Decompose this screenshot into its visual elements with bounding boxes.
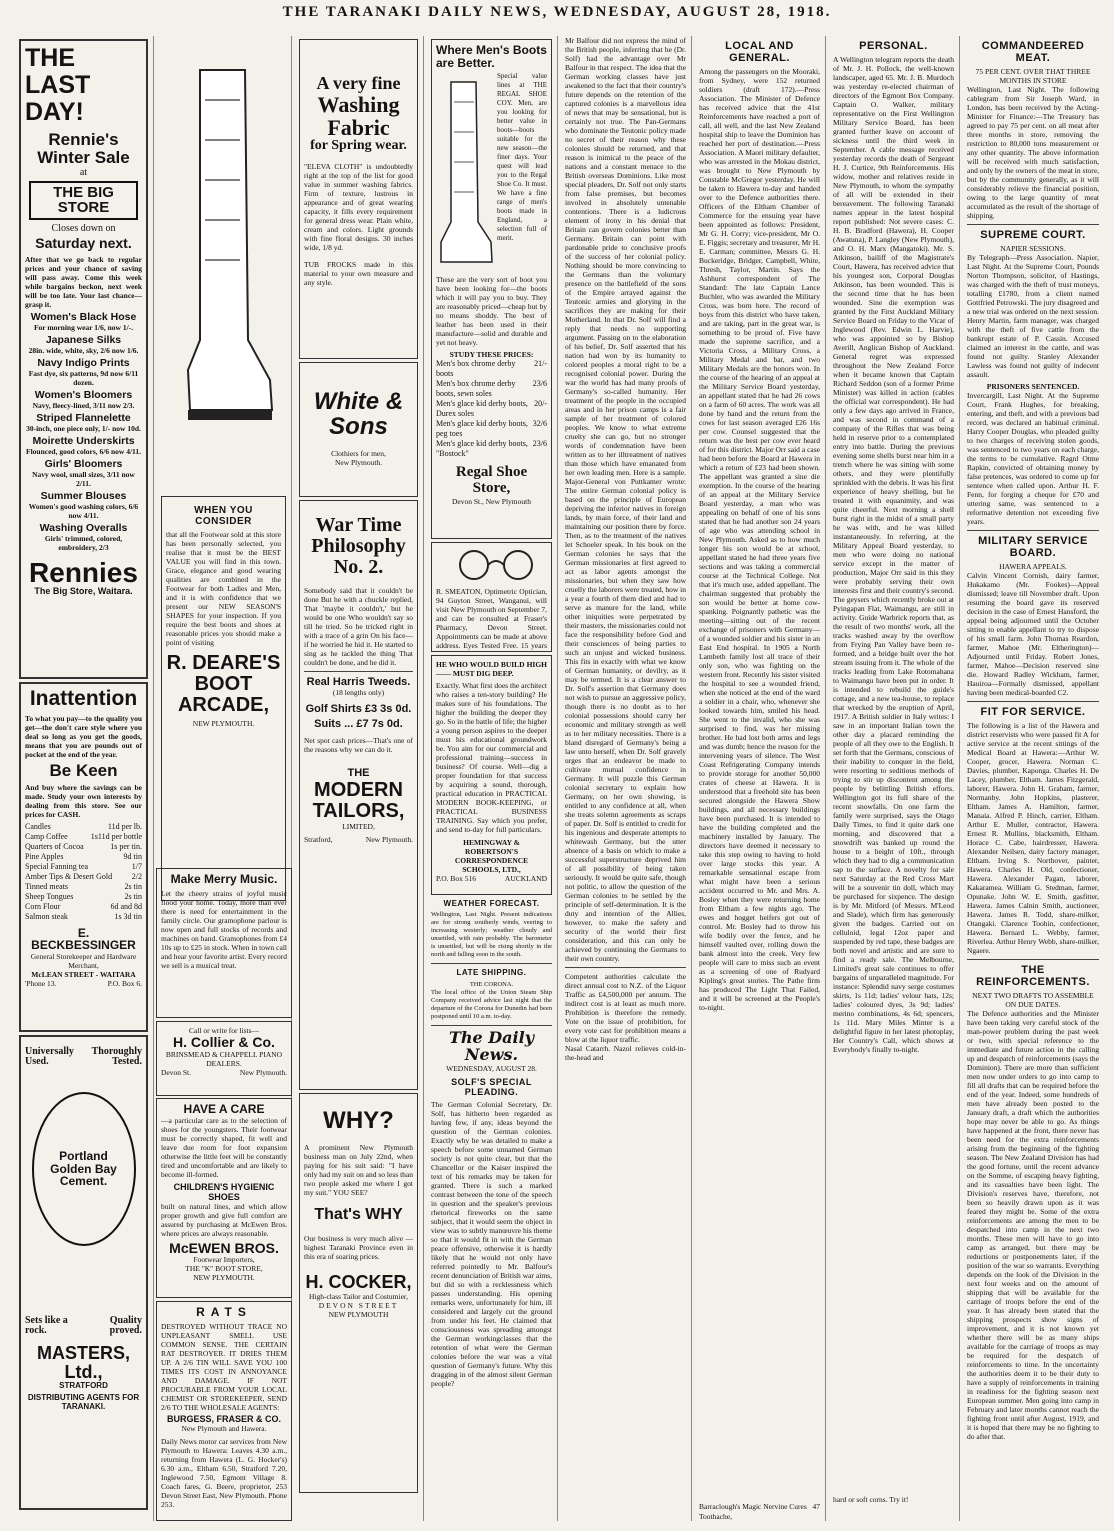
hemingway-name: HEMINGWAY & ROBERTSON'S CORRESPONDENCE SCHOOLS, LTD., bbox=[454, 838, 529, 874]
regal-side-text: Special value lines at THE REGAL SHOE COY. Men, are you looking for better value in boots—boots suitable for the new season—the finer days. Your quest will lead you to the Regal Shoe Co. It must. We have a fine range of men's boots made in England, a selection full of merit. bbox=[497, 72, 547, 243]
fit-service-body: The following is a list of the Hawera and district reservists who were passed fit A for active service at the recent sittings of the Medical Board at Hawera:—Arthur W. Cooper, grocer, Hawera. Norman C. Davies, plumber, Kaponga. Charles H. De Lacey, plumber, Eltham. James Fitzgerald, laborer, Hawera. John H. Graham, farmer, Normanby. John Hopkins, plasterer, Eltham. James A. Hamilton, farmer, Manaia. Alfred P. Hinch, carrier, Eltham. Arthur E. Muller, contractor, Hawera. Ernest R. Mullins, blacksmith, Eltham. Horace C. Cabe, hairdresser, Hawera. Alexander Neilsen, dairy factory manager, Eltham. Irving S. Northover, painter, Hawera. Charles H. Old, confectioner, Hawera. Alexander Pagan, laborer, Kakaramea. William G. Stedman, farmer, Opunake. John W. E. Smith, gasfitter, Hawera. James Calnin Smith, auctioneer, Hawera. James R. Todd, share-milker, Otangaki. Clarence Toohin, confectioner, Hawera. Bernard L. Webby, farmer, Riverlea. Arthur Henry Webb, share-milker, Ngaere. bbox=[967, 721, 1099, 955]
regal-name: Regal Shoe Store, bbox=[455, 464, 528, 496]
tweeds-lengths: (18 lengths only) bbox=[332, 688, 385, 697]
beckbessinger-ad bbox=[19, 682, 148, 1032]
mcewen-name: McEWEN BROS. bbox=[169, 1239, 279, 1256]
motor-service: Daily News motor car services from New Plymouth to Hawera: Leaves 4.30 a.m., returning from Hawera (L. G. Hocker's) 6.30 a.m., Eltham 6.50, Stratford 7.20, Inglewood 7.50, Egmont Village 8. Coach fares, G. Beere, proprietor, 253 Devon Street East, New Plymouth. Phone 253. bbox=[161, 1437, 287, 1510]
local-footer-left: Barraclough's Magic Nervine Cures Toothache, bbox=[699, 1502, 807, 1521]
portland-top-left2: Used. bbox=[25, 1056, 49, 1067]
washing-tub: TUB FROCKS made in this material to your own measure and any style. bbox=[304, 259, 413, 287]
regal-price-row-price: 21/- bbox=[534, 359, 547, 369]
portland-brand3: Cement. bbox=[59, 1174, 108, 1189]
local-footer-right: 47 bbox=[812, 1502, 820, 1511]
personal-body: A Wellington telegram reports the death of Mr. J. H. Pollock, the well-known landscaper, aged 65. Mr. J. B. Murdoch was yesterday re-elected chairman of directors of the Egmont Box Company. Captain O. Walker, military representative on the First Wellington Military Service Board, has been granted further leave on account of sickness until the third week in September. A cable message received yesterday records the death of Sergeant H. J. Curtice, 9th Reinforcements. His widow, mother and relatives reside in New Plymouth, to whom the sympathy of all will be extended in their bereavement. The following Taranaki names appear in the latest hospital report published: Not severe cases: C. H. B. Bradford (Hawera), H. Cooper (Awatuna), P. Langley (New Plymouth), and O. H. Marx (Mangatoki). Mr. S. Atkinson, bailiff of the Magistrate's Court, Hawera, has received advice that his youngest son, Corporal Douglas Atkinson, has been wounded. This is the second time that he has been wounded. Sine die exemption was granted by the First Auckland Military Service Board on Friday to the Vicar of Inglewood (Rev. Edwin L. Harvie), who was appointed so by Bishop Averill, Anglican Bishop of Auckland. General regret was expressed throughout the New Zealand Force when it became known that Captain Richard Seddon (son of a former Prime Minister) was killed in action (cables the official war correspondent). He had only a few days ago arrived in France, and was second in command of a company of the Rifles that was being held in reserve prior to a contemplated entry into battle. During the previous evening some shells burst near him in a trench where he was sitting with some others, and they were plentifully sprinkled with the debris. It was his first experience of heavy shelling, but he treated it with equanimity, and was quite cheerful. Next morning a shell burst right in the midst of a small party he was with, and he was killed instantaneously. In referring, at the Military Appeal Board yesterday, to men who were doing no national service except in the matter of production, Major Orr said in this they were probably serving their own interests first and their country's second. The geysers which recently broke out at Pyingapan Flat, Waimangu, are still in activity. Guide Warbrick reports that, as the result of two months' work, all the tracks washed away by the overflow from Frying Pan Valley have been re-formed, and a bridge built over the hot stream issuing from it. The whole of the tracks leading from Lake Rotomahana to Waimangu have been put in order. It is intended to rebuild the guide's cottage, and a new tea-house, to replace that wrecked by the eruption of April, 1917. A British soldier in Italy writes: I saw in an important Italian town the other day a placard reminding the people of all they owe to the English. It set forth that the Germans, conscious of their inability to conquer in the field, were resorting to seditious methods of trying to stir up discontent among the people by belittling British efforts. Wellington got its full share of the recent snowfalls. On one farm the family were surprised, says the Otago Daily Times, to find it quite dark one morning, and discovered that a snowdrift was banked up round the house to a height of 10ft., through which they had to dig a communication sap to the surface. A novelty for sale next Saturday at the Red Cross Mart will be a souvenir tin doll, which may be purchased for sixpence. The design is by Mr. Mitford (of Messrs. M'Leod and Slade), which firm has generously given the badges. Carried out on celluloid, legal 12oz paper and suspended by red tape, these badges are both novel and artistic and are sure to find a ready sale. The Melbourne, Limited's great sale continues to offer bargains of unparalleled magnitude. For instance: Splendid navy serge costumes skirts, 1s 11d; ladies' velour hats, 12s; ladies' coloured dyes, 3s 9d; ladies' merino combinations, 4s 6d; spencers, 1s 11d. Mary Miles Minter is a delightful figure in her latest photoplay, Her Country's Call, which shows at Everybody's finally to-night. bbox=[833, 55, 954, 1054]
white-sons-name: White & Sons bbox=[313, 388, 404, 441]
beck-price-row-price: 1s11d per bottle bbox=[90, 831, 142, 841]
deare-name1: R. DEARE'S bbox=[166, 652, 281, 674]
hemingway-ad bbox=[431, 655, 552, 895]
beck-price-row bbox=[25, 872, 142, 882]
rennies-item-name: Summer Blouses bbox=[40, 489, 127, 502]
modern-tailors-stratford: Stratford, bbox=[304, 834, 333, 844]
portland-brand1: Portland bbox=[59, 1149, 108, 1164]
beck-price-row-item: Amber Tips & Desert Gold bbox=[25, 871, 113, 881]
white-sons-logo-ad bbox=[299, 362, 418, 497]
deare-boot-illustration bbox=[160, 40, 288, 495]
rennies-brand: Rennies bbox=[29, 557, 138, 589]
rennies-item-list bbox=[25, 312, 142, 552]
commandeered-body: Wellington, Last Night. The following cablegram from Sir Joseph Ward, in London, has been received by the Acting-Minister for Finance:—The Treasury has agreed to pay 75 per cent. on all meat after three months in store, removing the restriction to 80,000 tons measurement or any other quantity. The above information will be received with much satisfaction, and only by the owners of the meat in store, but by the community generally, as it will considerably relieve the financial position, owing to the large quantity of meat accumulated as the result of the shortage of shipping. bbox=[967, 85, 1099, 220]
beck-price-row bbox=[25, 852, 142, 862]
rennies-item-name: Women's Bloomers bbox=[34, 388, 133, 401]
rats-ad bbox=[156, 1301, 292, 1521]
beck-price-row-item: Quarters of Cocoa bbox=[25, 841, 84, 851]
collier-name: H. Collier & Co. bbox=[173, 1034, 275, 1050]
regal-price-row bbox=[436, 379, 547, 399]
portland-brand2: Golden Bay bbox=[50, 1161, 117, 1176]
white-sons-washing-ad bbox=[299, 39, 418, 359]
boot-illustration-icon bbox=[160, 40, 288, 495]
regal-price-row bbox=[436, 359, 547, 379]
collier-footer-ad bbox=[156, 1021, 292, 1096]
beck-price-row bbox=[25, 912, 142, 922]
philosophy-title2: Philosophy bbox=[311, 535, 406, 557]
column-3 bbox=[294, 36, 424, 1521]
column-5 bbox=[560, 36, 692, 1521]
portland-top-left: Universally bbox=[25, 1046, 74, 1057]
beck-price-row bbox=[25, 902, 142, 912]
beck-price-row-item: Corn Flour bbox=[25, 901, 61, 911]
regal-body: These are the very sort of boot you have been looking for—the boots which it will pay you to buy. They are reasonably priced—cheap but by no means shoddy. The best of leather has been used in their manufacture—solid and durable and yet not heavy. bbox=[436, 275, 547, 348]
cocker-body: A prominent New Plymouth business man on July 22nd, when paying for his suit said: "I have only had my suit on and so less than two people asked me where I got my suit." YOU SEE? bbox=[304, 1143, 413, 1198]
cocker-street: DEVON STREET bbox=[318, 1300, 399, 1310]
rennies-item-desc: 28in. wide, white, sky, 2/6 now 1/6. bbox=[28, 345, 139, 355]
beck-price-row bbox=[25, 862, 142, 872]
rennies-footer: The Big Store, Waitara. bbox=[34, 586, 133, 597]
rats-town: New Plymouth and Hawera. bbox=[181, 1424, 267, 1434]
portland-top-right2: Tested. bbox=[112, 1056, 142, 1067]
local-heading: LOCAL AND GENERAL. bbox=[725, 40, 794, 64]
beck-price-row-item: Salmon steak bbox=[25, 911, 68, 921]
beckbessinger-phone: 'Phone 13. bbox=[25, 979, 57, 989]
reinforcements-body: The Defence authorities and the Minister have been taking very careful stock of the man-power problem during the past week or two, with special reference to the immediate and future action in the calling up and despatch of reinforcements (says the Dominion). There are more than sufficient men now under orders to go into camp to fill all drafts that can be required before the end of the year. Indeed, some hundreds of men have already been posted to the January draft, a draft which the authorities hope may never be able to go. As things have happened at the front, there never has been need for the extra reinforcements arising from the beginning of the fighting season. The New Zealand Division has had the good fortune, until the recent advance on the Somme, of escaping heavy fighting, and its casualties have been light. The Division's reserves have, therefore, not been so heavily drawn upon as it was feared they might be. Some of the extra reinforcements are among the men to be despatched into camp in the next two months. These men will have to go into camp as arranged, but there may be reductions or postponements later, if the position of the war so warrants. Everything depends on the look of the Division in the next four weeks and on the amount of shipping that will be available for the carriage of troops before the end of the year. It has already been stated that the shipping prospects show signs of improvement, and it is not known yet whether there will be as many ships available for the carriage of troops as may be required for the despatch of reinforcements to time. In the uncertainty the authorities deem it to be their duty to have a supply of reinforcements in training in readiness for the fighting season next European summer. Men going into camp in February and later months cannot reach the fighting front until after August, 1919, and it is hoped that there may be no fighting to do after that. bbox=[967, 1009, 1099, 1441]
rennies-item-desc: Navy wool, small sizes, 3/11 now 2/11. bbox=[32, 469, 135, 488]
daily-news-masthead: The Daily News. bbox=[449, 1028, 534, 1064]
military-board-sub: HAWERA APPEALS. bbox=[999, 562, 1067, 571]
collier-dealers: BRINSMEAD & CHAPPELL PIANO DEALERS. bbox=[165, 1049, 283, 1068]
beck-price-row-price: 1/7 bbox=[131, 861, 142, 871]
rennies-ad bbox=[19, 39, 148, 679]
rennies-item-desc: 30-inch, one piece only, 1/- now 10d. bbox=[26, 423, 141, 433]
rennies-item-desc: Navy, fleecy-lined, 3/11 now 2/3. bbox=[32, 400, 135, 410]
mcewen-body: —a particular care as to the selection of shoes for the youngsters. Their footwear must be correctly shaped, fit well and leave due room for foot expansion otherwise the little feet will be constantly tired and uncomfortable and are likely to become ill-formed. bbox=[161, 1115, 287, 1179]
collier-town: New Plymouth. bbox=[239, 1067, 287, 1077]
liquor-notice: Competent authorities calculate the direct annual cost to N.Z. of the Liquor Traffic as £4,500,000 per annum. The indirect cost is at least as much more. Prohibition is therefore the remedy. Vote on the issue of prohibition, for every vote cast for prohibition means a blow at the liquor traffic. bbox=[565, 972, 686, 1044]
rennies-item-name: Girls' Bloomers bbox=[44, 457, 123, 470]
portland-bottom-right: Quality proved. bbox=[109, 1315, 142, 1336]
rats-body: DESTROYED WITHOUT TRACE NO UNPLEASANT SMELL USE COMMON SENSE. THE CERTAIN RAT DESTROYER. IT DRIES THEM UP. A 2/6 TIN WILL SAVE YOU 100 TIMES ITS COST IN ANNOYANCE AND DAMAGE. IF NOT PROCURABLE FROM YOUR LOCAL CHEMIST OR STOREKEEPER, SEND 2/6 TO THE WHOLESALE AGENTS: bbox=[161, 1321, 287, 1412]
personal-heading: PERSONAL. bbox=[859, 40, 928, 52]
beck-price-row bbox=[25, 882, 142, 892]
rats-title: RATS bbox=[196, 1305, 252, 1319]
beckbessinger-heading: Inattention bbox=[29, 687, 138, 710]
shipping-ship: THE CORONA. bbox=[469, 981, 514, 988]
hemingway-box: P.O. Box 516 bbox=[436, 874, 477, 883]
rennies-item-name: Striped Flannelette bbox=[36, 411, 131, 424]
reinforcements-heading: THE REINFORCEMENTS. bbox=[976, 964, 1090, 988]
washing-heading1: A very fine bbox=[316, 73, 401, 93]
beck-price-row-price: 1s per tin. bbox=[110, 841, 142, 851]
modern-tailors-town: New Plymouth. bbox=[365, 834, 413, 844]
rennies-item-desc: Women's good washing colors, 6/6 now 4/11. bbox=[28, 502, 139, 520]
beck-price-row bbox=[25, 842, 142, 852]
philosophy-title1: War Time bbox=[315, 514, 402, 536]
deare-ad bbox=[161, 496, 286, 901]
column-1 bbox=[14, 36, 154, 1521]
masters-name: MASTERS, Ltd., bbox=[36, 1343, 130, 1382]
cocker-ad bbox=[299, 1093, 418, 1493]
supreme-body: By Telegraph—Press Association. Napier, Last Night. At the Supreme Court, Pounds Norton Thompson, solicitor, of Hastings, was charged with the theft of trust moneys, totalling £1780, from a client named Gottfried Petrowski. The jury disagreed and a new trial was ordered on the next session. Henry Martin, farm manager, was charged with the theft of five cattle from the bankrupt estate of P. Cassin. Accused claimed an interest in the cattle, and was found not guilty. Stanley Alexander Lawless was found not guilty of indecent assault. bbox=[967, 253, 1099, 379]
prisoners-body: Invercargill, Last Night. At the Supreme Court, Frank Hughes, for breaking, entering, and theft, and with a previous bad record, was declared an habitual criminal. Harry Cooper Douglas, who pleaded guilty to two charges of receiving stolen goods, was sentenced to two years on each charge, the terms to be cumulative. Ragnl Otme Rapkin, convicted of obtaining money by false pretences, was ordered to come up for sentence when called upon. Arthur H. F. Fenn, for forging a cheque for £70 and uttering same, was sentenced to a reformative detention not exceeding five years. bbox=[967, 391, 1099, 526]
tweeds-heading: Real Harris Tweeds. bbox=[306, 676, 411, 688]
spectacles-icon bbox=[436, 547, 552, 582]
mcewen-ad bbox=[156, 1098, 292, 1298]
regal-heading: Where Men's Boots are Better. bbox=[436, 43, 547, 70]
cocker-heading: WHY? bbox=[323, 1107, 394, 1134]
portland-bottom-left: Sets like a rock. bbox=[25, 1315, 68, 1336]
washing-body: "ELEVA CLOTH" is undoubtedly right at the top of the list for good value in summer washing fabrics. Firm of texture, lustrous in appearance and of great wearing capacity, it fills every requirement for general dress wear. Plain white, cream and colors. Light grounds with fine floral designs. 30 inches wide, 1/8 yd. bbox=[304, 161, 413, 252]
cocker-town: NEW PLYMOUTH bbox=[328, 1309, 389, 1319]
collier-street: Devon St. bbox=[161, 1067, 191, 1077]
rennies-intro: After that we go back to regular prices and your chance of saving will pass away. Come this week while bargains beckon, next week will be too late. Your last chance—grasp it. bbox=[25, 254, 142, 309]
mcewen-body2: built on natural lines, and which allow proper growth and give full comfort are assured by purchasing at McEwen Bros. where prices are always reasonable. bbox=[161, 1201, 287, 1238]
portland-top-right: Thoroughly bbox=[91, 1046, 142, 1057]
personal-footer: hard or soft corns. Try it! bbox=[833, 1495, 909, 1504]
white-sons-clothiers: Clothiers for men, bbox=[331, 449, 386, 459]
cocker-body2: Our business is very much alive —highest Taranaki Province even in this era of soaring prices. bbox=[304, 1233, 413, 1261]
regal-price-row bbox=[436, 399, 547, 419]
regal-price-row-item: Men's box chrome derby boots bbox=[436, 359, 516, 379]
regal-price-list bbox=[436, 359, 547, 459]
regal-price-row-item: Men's glace kid derby boots, "Bostock" bbox=[436, 439, 528, 459]
prisoners-heading: PRISONERS SENTENCED. bbox=[986, 382, 1080, 391]
column-2-bottom bbox=[156, 1095, 292, 1525]
rennies-item-name: Women's Black Hose bbox=[30, 310, 137, 323]
supreme-sub: NAPIER SESSIONS. bbox=[1000, 244, 1066, 253]
regal-price-row-item: Men's glace kid derby boots, Durex soles bbox=[436, 399, 528, 419]
rennies-title: THE LAST DAY! bbox=[25, 44, 91, 126]
beckbessinger-sub: Be Keen bbox=[49, 761, 118, 781]
philosophy-title3: No. 2. bbox=[333, 556, 384, 578]
net-cash-note: Net spot cash prices—That's one of the reasons why we can do it. bbox=[304, 736, 413, 754]
beck-price-row-price: 11d per lb. bbox=[107, 821, 142, 831]
collier-ad bbox=[156, 868, 292, 1018]
newspaper-masthead: THE TARANAKI DAILY NEWS, WEDNESDAY, AUGUST 28, 1918. bbox=[282, 4, 832, 20]
rennies-item-name: Japanese Silks bbox=[45, 333, 122, 346]
cocker-name: H. COCKER, bbox=[305, 1271, 412, 1292]
rats-agents: BURGESS, FRASER & CO. bbox=[166, 1413, 281, 1424]
fit-service-heading: FIT FOR SERVICE. bbox=[980, 706, 1086, 718]
cocker-thats-why: That's WHY bbox=[314, 1206, 403, 1224]
washing-heading2: Washing bbox=[317, 91, 400, 117]
beck-price-row bbox=[25, 832, 142, 842]
beck-price-row-price: 9d tin bbox=[123, 851, 142, 861]
shipping-body: The local office of the Union Steam Ship Company received advice last night that the departure of the Corona for Dunedin had been postponed until 10 a.m. to-day. bbox=[431, 989, 552, 1020]
rennies-item-name: Navy Indigo Prints bbox=[37, 356, 130, 369]
mcewen-town: NEW PLYMOUTH. bbox=[193, 1273, 255, 1283]
rennies-at: at bbox=[79, 166, 88, 178]
beck-price-row-price: 2/2 bbox=[131, 871, 142, 881]
collier-heading: Make Merry Music. bbox=[170, 872, 278, 886]
regal-price-row-price: 23/6 bbox=[532, 379, 547, 389]
beckbessinger-price-list bbox=[25, 822, 142, 922]
military-board-body: Calvin Vincent Cornish, dairy farmer, Hukakamo (Mr. Fookes)—Appeal dismissed; leave till November draft. Upon resuming the board gave its reserved decision in the case of Ernest Hansford, the appeal being adjourned until the October sitting to enable appellant to try to dispose of his small farm. John Thomas Reardon, farmer, Mahoe (Mr. Eltherington)—Adjourned until Friday. Robert Jones, farmer, Mahoe—Decision reserved sine die. Howard Radley Wickham, farmer, Hauiroa—Formally dismissed, appellant having been medical-boarded C2. bbox=[967, 571, 1099, 697]
beckbessinger-box: P.O. Box 6. bbox=[107, 979, 142, 989]
beck-price-row bbox=[25, 822, 142, 832]
regal-shoe-ad bbox=[431, 39, 552, 539]
philosophy-poem: Somebody said that it couldn't be done But he with a chuckle replied, That 'maybe it couldn't,' but he would be one Who wouldn't say so till he tried. So he tricked right in with a trace of a grin On his face—if he worried he hid it. He started to sing as he tackled the thing That couldn't be done, and he did it. bbox=[304, 586, 413, 667]
smeaton-ad bbox=[431, 542, 552, 652]
rennies-sub2: Winter Sale bbox=[37, 147, 130, 167]
regal-price-row bbox=[436, 439, 547, 459]
smeaton-body: R. SMEATON, Optimetric Optician, 94 Guyton Street, Wanganui, will visit New Plymouth on September 7, and can be consulted at Fraser's Pharmacy, Devon Street. Appointments can be made at above address. Eyes Tested Free. 15 years bbox=[436, 587, 547, 650]
portland-cement-ad bbox=[19, 1035, 148, 1510]
deare-name3: ARCADE, bbox=[177, 694, 270, 716]
supreme-heading: SUPREME COURT. bbox=[980, 229, 1086, 241]
rennies-saturday: Saturday next. bbox=[35, 235, 132, 252]
beck-price-row-price: 2s tin bbox=[124, 881, 142, 891]
beck-price-row-item: Sheep Tongues bbox=[25, 891, 74, 901]
editorial-date: WEDNESDAY, AUGUST 28. bbox=[446, 1063, 537, 1073]
regal-address: Devon St., New Plymouth bbox=[452, 496, 531, 506]
portland-oval-logo bbox=[32, 1092, 136, 1246]
modern-tailors-ad bbox=[299, 500, 418, 1090]
weather-heading: WEATHER FORECAST. bbox=[443, 899, 540, 908]
column-8 bbox=[962, 36, 1104, 1521]
regal-boot-icon bbox=[436, 72, 494, 272]
editorial-continued: Mr Balfour did not express the mind of the British people, inferring that he (Dr. Solf) had the advantage over Mr Balfour in that respect. The idea that the German working classes have just awakened to the fact that their country's future depends on the retention of the captured colonies is a marvellous idea of news that may be sensational, but is certainly not true. The Pan-Germans who dominate the Teutonic policy made no secret of their reason why these colonies should be returned, and that reason is inimical to the peace of the nations and a constant menace to the British overseas Dominions. Like most special pleaders, Dr. Solf not only starts from false premises, but becomes involved in absolutely untenable contentions. There is a ludicrous element of irony in his denial that Britain can govern colonies better than Germany. Britain can point with pardonable pride to conclusive proofs of the success of her colonial policy. Nothing should be more convincing to the Germans than the voluntary presence on the battlefield of the sons of the Empire arrayed against the Teutonic armies and glorying in the sacrifices they are making for their Motherland. In that Dr. Solf will find a reply that needs no supporting argument. Passing on to the elaboration of his belief, Dr. Solf asserted that his nation had won by its humanity to colored peoples a moral right to be a recognised colonial power. During the war the world has had many proofs of Germany's so-called humanity. Her treatment of the people in the occupied areas and in her prison camps is a fair sample of her treatment of colored peoples. We know to what extreme cruelty she can go, but no stronger words of condemnation have been written as to her illtreatment of natives than those which have emanated from her own leading men. Here is a sample. Major-General von Puttkamer wrote: The entire German colonial policy is based on the principle of European depriving the inferior natives in foreign lands, by main force, of their land and maintaining our position there by force. Then, as to the treatment of the natives let Schoeler speak. In his book on the German colonies he says that the German missionaries at first agreed to act as labor agents amongst the missionaries, but when they saw how cruelly the laborers were treated, how in a year a fourth of them died and had to serve as manure for the land, while other iniquities were perpetrated by their masters, the missionaries could not face the responsibility before God and their consciences of being parties to such an unjust and wicked business. This fits in exactly with what we know of German humanity, or devilry, as it may be termed. It is a clear answer to Dr. Solf's assertion that Germany does not wish to pursue an aggressive policy, though there is no doubt as to her colonial possessions should carry her economic and military strength as well as to her military necessities. There is a bland disregard of Germany's being a law unto herself, when Dr. Solf gravely urges that an endeavor be made to cultivate mutual confidence in Germany. It will puzzle this German colonial secretary to explain how Germany, on her own showing, is entitled to any confidence at all, when she treats solemn agreements as scraps of paper. Dr. Solf is entitled to credit for his ingenious and desperate attempts to whitewash Germany, but the utter absence of a basis on which to make a successful superstructure deprived him of all possibility of being taken seriously. It would be quite safe, though not politic, to allow the question of the German colonies to be settled by the principle of self-determination. It is the duty and intention of the Allies, however, to make the safety and security of the world their first consideration, and this can only be achieved by continuing the Germans to their own country. bbox=[565, 36, 686, 963]
commandeered-sub: 75 PER CENT. OVER THAT THREE MONTHS IN STORE bbox=[975, 67, 1091, 85]
rennies-item-desc: Fast dye, six patterns, 9d now 6/11 dozen. bbox=[28, 368, 139, 387]
regal-price-row-item: Men's box chrome derby boots, sewn soles bbox=[436, 379, 516, 399]
hemingway-body: Exactly. What first does the architect who raises a ten-story building? He makes sure of his foundations. The higher the building the deeper they go. So in the battle of life; the higher a young person aspires to the deeper must his educational groundwork be. You aim for our commercial and professional training—success in business? Of course. Well—dig a proper foundation for that success by acquiring a sound, thorough, practical education in PRACTICAL MODERN BOOK-KEEPING, or PRACTICAL BUSINESS TRAINING. Say which you prefer, and send to-day for full particulars. bbox=[436, 681, 547, 834]
deare-name2: BOOT bbox=[194, 673, 253, 695]
hemingway-town: AUCKLAND bbox=[504, 874, 547, 883]
column-6 bbox=[694, 36, 826, 1521]
washing-heading4: for Spring wear. bbox=[310, 138, 407, 154]
shipping-heading: LATE SHIPPING. bbox=[456, 968, 527, 977]
beck-price-row-item: Camp Coffee bbox=[25, 831, 68, 841]
beck-price-row-price: 6d and 8d bbox=[110, 901, 142, 911]
beckbessinger-name: E. BECKBESSINGER bbox=[31, 925, 136, 953]
beckbessinger-intro: To what you pay—to the quality you get—the don't care style where you deal so long as you get the goods, means that you are pounds out of pocket at the end of the year. bbox=[25, 714, 142, 760]
regal-study: STUDY THESE PRICES: bbox=[449, 350, 534, 360]
mcewen-trade: Footwear Importers, bbox=[193, 1255, 255, 1265]
weather-body: Wellington, Last Night. Present indications are for strong southerly winds, veering to increasing westerly; weather cloudy and unsettled, with rain probably. The barometer is unsettled, but will be rising shortly in the north and falling soon in the south. bbox=[431, 911, 552, 958]
masters-town: STRATFORD bbox=[59, 1380, 108, 1390]
deare-body: that all the Footwear sold at this store has been personally selected, you realise that it must be the BEST VALUE you will find in this town. Grace, elegance and good wearing qualities are combined in the Footwear for both Ladies and Men, and it is with confidence that we present our NEW SEASON'S SHAPES for your inspection. If you require the best boots and shoes at reasonable prices you should make a point of visiting bbox=[166, 530, 281, 647]
deare-heading: WHEN YOU CONSIDER bbox=[194, 505, 253, 527]
regal-price-row-price: 23/6 bbox=[532, 439, 547, 449]
commandeered-heading: COMMANDEERED MEAT. bbox=[981, 40, 1085, 64]
column-4 bbox=[426, 36, 558, 1521]
rennies-item-desc: Flounced, good colors, 6/6 now 4/11. bbox=[25, 446, 141, 456]
editorial-title: SOLF'S SPECIAL PLEADING. bbox=[451, 1076, 532, 1097]
rennies-item-desc: Girls' trimmed, colored, embroidery, 2/3 bbox=[44, 534, 123, 553]
beck-price-row-item: Tinned meats bbox=[25, 881, 69, 891]
rennies-item-name: Washing Overalls bbox=[39, 522, 128, 534]
regal-price-row-price: 32/6 bbox=[532, 419, 547, 429]
rennies-item-desc: For morning wear 1/6, now 1/-. bbox=[33, 322, 134, 332]
mcewen-sub: CHILDREN'S HYGIENIC SHOES bbox=[173, 1181, 275, 1202]
beck-price-row-item: Pine Apples bbox=[25, 851, 64, 861]
suits-price: Suits ... £7 7s 0d. bbox=[314, 718, 403, 730]
beckbessinger-trade: General Storekeeper and Hardware Merchant, bbox=[30, 952, 137, 971]
beck-price-row-price: 1s 3d tin bbox=[114, 911, 142, 921]
beck-price-row-item: Candles bbox=[25, 821, 51, 831]
modern-tailors-limited: LIMITED, bbox=[342, 821, 375, 831]
beck-price-row-item: Special Fanning tea bbox=[25, 861, 89, 871]
regal-price-row bbox=[436, 419, 547, 439]
rennies-sub1: Rennie's bbox=[48, 130, 119, 149]
military-board-heading: MILITARY SERVICE BOARD. bbox=[978, 535, 1088, 559]
beck-price-row bbox=[25, 892, 142, 902]
catarrh-notice: Nasal Catarrh. Nazol relieves cold-in-the-head and bbox=[565, 1044, 686, 1062]
cocker-trade: High-class Tailor and Costumier, bbox=[308, 1291, 409, 1301]
beck-price-row-price: 2s tin bbox=[124, 891, 142, 901]
column-7 bbox=[828, 36, 960, 1521]
modern-tailors-name1: MODERN bbox=[314, 778, 403, 801]
white-sons-town: New Plymouth. bbox=[334, 458, 383, 468]
rennies-closes: Closes down on bbox=[51, 223, 116, 235]
mcewen-shop: THE "K" BOOT STORE, bbox=[185, 1264, 263, 1274]
editorial-body: The German Colonial Secretary, Dr. Solf, has hitherto been regarded as having few, if any, ideas beyond the question of the German colonies. Exactly why he was detailed to make a speech before some unnamed German society is not quite clear, but that the Chancellor or the Kaiser inspired the text of his remarks may be taken for granted. There is such a marked contrast between the tone of the speech in question and the speaker's previous rhetorical fireworks on the same subject, that it would seem the object in view was to subtly manœuvre his theme so that it would fit in with the German peace offensive, otherwise it is hardly likely that he would not only have referred pointedly to Mr. Balfour's recent denunciation of British war aims, but did so with a recklessness which passes understanding. His opening remarks were, unfortunately for him, ill considered and largely cut the ground from under his feet. He claimed that consciousness was spreading amongst the German workingclasses that the retention of what were the German colonies before the war was a vital question of Germany's future. Why this dragging in of the almost silent German people? bbox=[431, 1099, 552, 1388]
modern-tailors-the: THE bbox=[347, 767, 370, 779]
rennies-item-name: Moirette Underskirts bbox=[32, 434, 135, 447]
regal-price-row-item: Men's glace kid derby boots, peg toes bbox=[436, 419, 528, 439]
column-2-lower bbox=[156, 865, 292, 1099]
collier-body: Let the cheery strains of joyful music flood your home. Today, more than ever there is need for entertainment in the family circle. Our gramophone parlour is now open and full stocks of records and machines on hand. Gramophones from £4 10s up to £25 in stock. When in town call and hear your favorite artist. Every record we sell is a musical treat. bbox=[161, 888, 287, 970]
beckbessinger-body: And buy where the savings can be made. Study your own interests by dealing from this store. See our prices for CASH. bbox=[25, 782, 142, 819]
reinforcements-sub: NEXT TWO DRAFTS TO ASSEMBLE ON DUE DATES. bbox=[972, 991, 1094, 1009]
washing-heading3: Fabric bbox=[327, 114, 390, 140]
collier-call: Call or write for lists— bbox=[189, 1026, 259, 1035]
beckbessinger-address: McLEAN STREET - WAITARA bbox=[31, 970, 136, 980]
deare-town: NEW PLYMOUTH. bbox=[192, 719, 255, 728]
regal-price-row-price: 20/- bbox=[534, 399, 547, 409]
local-body: Among the passengers on the Mooraki, from Sydney, were 152 returned soldiers (draft 172).—Press Association. The Minister of Defence has received advice that the 41st Reinforcements have reached a port of call, all well, and the last New Zealand hospital ship to leave the Dominion has reached her port of destination.—Press Association. A Maori military defaulter, who was arrested in the Mokau district, was brought to New Plymouth by Constable McGregor yesterday. He will be taken to Hawera to-day and handed over to the Defence authorities there. Officers of the Eltham Chamber of Commerce for the ensuing year have been appointed as follows: President, Mr G. H. Corry; vice-president, Mr O. E. Figgis; secretary and treasurer, Mr H. E. Carman; committee, Messrs G. H. Buckeridge, Bridger, Campbell, White, Thresh, Taylor, Martin. Says the Ashhurst correspondent of The Standard: The late Captain Lance Buchler, who was awarded the Military Cross, was born here. The record of boys from this district who have taken, and are taking, part in the great war, is something to be proud of. Five have made the supreme sacrifice, and a Victoria Cross, a Military Cross, a Military Medal and bar, and two Military Medals are the honors won. In the course of the hearing of an appeal at the Military Service Board yesterday, an appellant stated that he had 26 cows on a farm of 60 acres. The work was all done by hand and the return from the cows for last season averaged £26 16s per cow. Counsel suggested that the return was the best per cow ever heard of for this district. Major Orr said a case had been before the Board at Hawera in which a return of £23 had been shown. The appellant was granted a sine die exemption. In the course of the hearing of an appeal at the Military Service Board yesterday, a man who was appealing on behalf of one of his sons stated that he had another son 24 years of age who was attending school in New Plymouth. Asked as to how much longer his son would be at school, appellant stated he had three years five sections and was taking a commercial course at the Technical College. Not that it's much use, added appellant. The chairman suggested that probably the son would be better at home cow-spanking. Poignantly pathetic was the meeting—sitting out of the recent exchange of prisoners with Germany—of a wounded soldier and his sister in an East End hospital. In 1905 a North Lambeth family lost all trace of their only son, who was fighting on the western front. Recently his sister visited the hospital to see a wounded friend, when she noticed at the end of the ward a soldier in a chair, who, whenever she looked towards him, smiled his head. She went to the invalid, who she was surprised to find, was her missing brother. He had lost both arms and legs and was dumb; hence the reason for the intervening years of silence. The West Coast Refrigerating Company intends to provide storage for another 50,000 crates of cheese at Hawera. It is understood that a freehold site has been secured alongside the Hawera Show buildings, and all necessary buildings have been purchased. It is intended to have the building completed and the machinery installed by January. The directors have deemed it necessary to take this step owing to having to hold over large stocks this year. A remarkable sensational escape from what might have been a serious accident occurred to Mr. and Mrs. A. Bosley when they were returning home from Eltham a few nights ago. The ewes and hogget heifers got out of control. Mr. Bosley had to throw his wife bodily over the fence, and he himself vaulted over, rolling down the bank almost into the creek. Very few people will care to miss such an event as a screening of one of Rudyard Kipling's great stories. The Pathe firm has produced The Light That Failed, and it will be screened at the People's to-night. bbox=[699, 67, 820, 1012]
modern-tailors-name2: TAILORS, bbox=[312, 799, 405, 822]
mcewen-heading: HAVE A CARE bbox=[183, 1102, 265, 1116]
masters-agents: DISTRIBUTING AGENTS FOR TARANAKI. bbox=[27, 1393, 140, 1411]
rennies-store-logo: THE BIG STORE bbox=[29, 181, 138, 221]
hemingway-heading: HE WHO WOULD BUILD HIGH —— MUST DIG DEEP. bbox=[436, 660, 547, 678]
golf-shirts: Golf Shirts £3 3s 0d. bbox=[305, 703, 412, 715]
